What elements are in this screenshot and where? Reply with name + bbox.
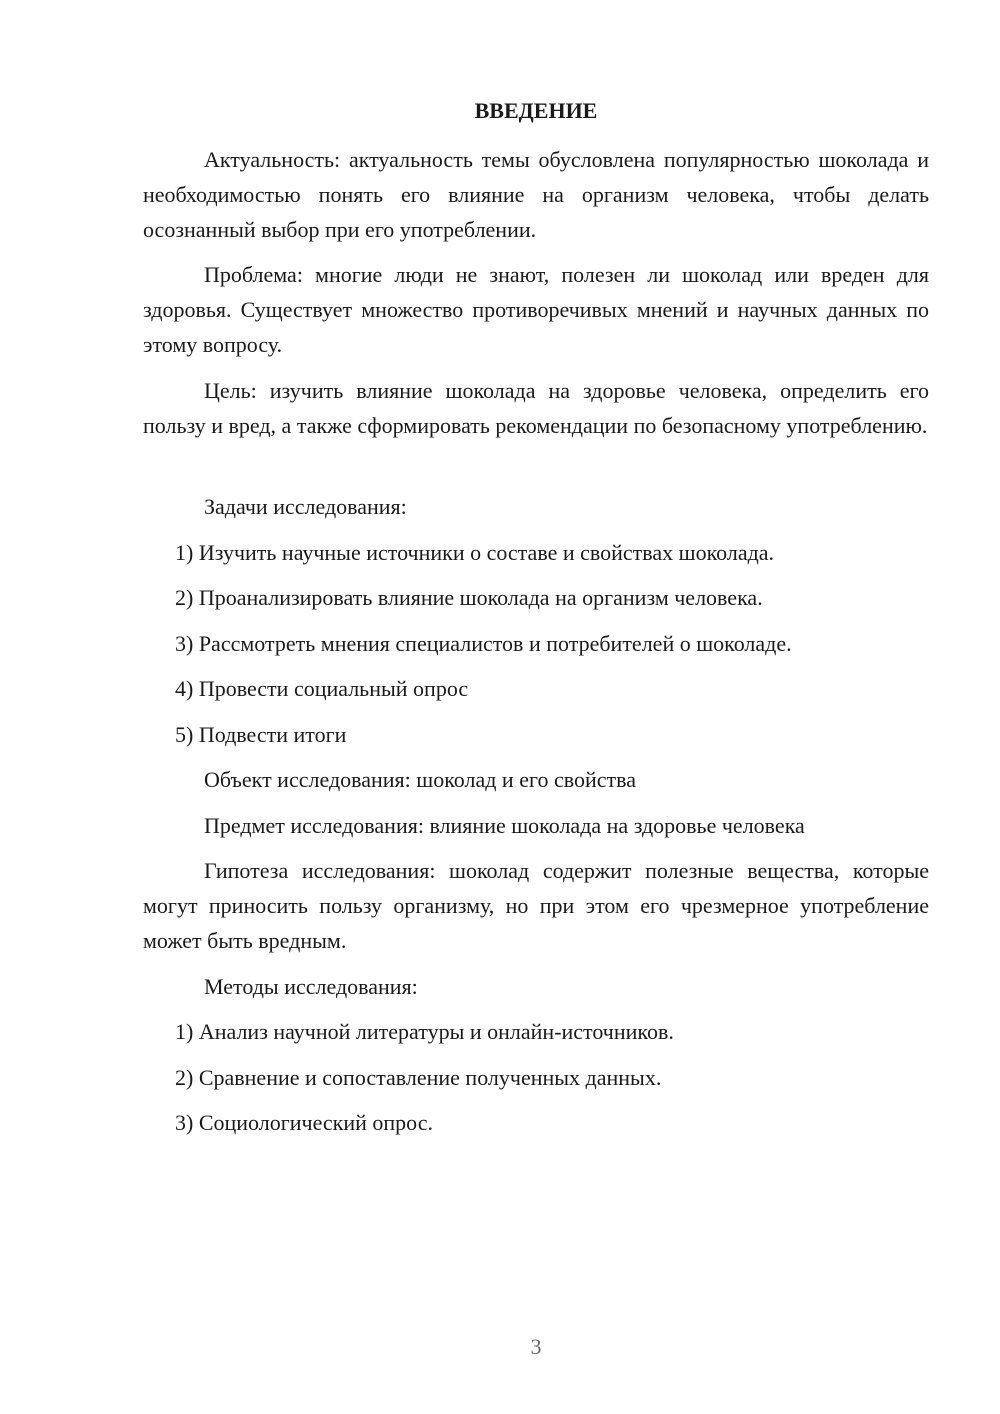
task-item: 5) Подвести итоги [175, 722, 347, 747]
goal-paragraph: Цель: изучить влияние шоколада на здоровье человека, определить его пользу и вред, а также сформировать рекомендации по безопасному употреблению. [143, 378, 929, 438]
task-item: 4) Провести социальный опрос [175, 676, 469, 701]
method-item: 2) Сравнение и сопоставление полученных данных. [175, 1065, 662, 1090]
relevance-paragraph: Актуальность: актуальность темы обусловлена популярностью шоколада и необходимостью понять его влияние на организм человека, чтобы делать осознанный выбор при его употреблении. [143, 147, 929, 242]
methods-title: Методы исследования: [204, 974, 418, 999]
section-heading: ВВЕДЕНИЕ [474, 98, 598, 123]
page-number: 3 [530, 1334, 542, 1359]
task-item: 2) Проанализировать влияние шоколада на организм человека. [175, 585, 763, 610]
method-item: 1) Анализ научной литературы и онлайн-источников. [175, 1019, 674, 1044]
task-item: 1) Изучить научные источники о составе и свойствах шоколада. [175, 540, 775, 565]
hypothesis-paragraph: Гипотеза исследования: шоколад содержит полезные вещества, которые могут приносить пользу организму, но при этом его чрезмерное употребление может быть вредным. [143, 858, 929, 953]
method-item: 3) Социологический опрос. [175, 1110, 433, 1135]
tasks-title: Задачи исследования: [204, 494, 407, 519]
subject-line: Предмет исследования: влияние шоколада на здоровье человека [204, 813, 805, 838]
problem-paragraph: Проблема: многие люди не знают, полезен ли шоколад или вреден для здоровья. Существует множество противоречивых мнений и научных данных по этому вопросу. [143, 262, 929, 357]
object-line: Объект исследования: шоколад и его свойства [204, 767, 636, 792]
task-item: 3) Рассмотреть мнения специалистов и потребителей о шоколаде. [175, 631, 792, 656]
